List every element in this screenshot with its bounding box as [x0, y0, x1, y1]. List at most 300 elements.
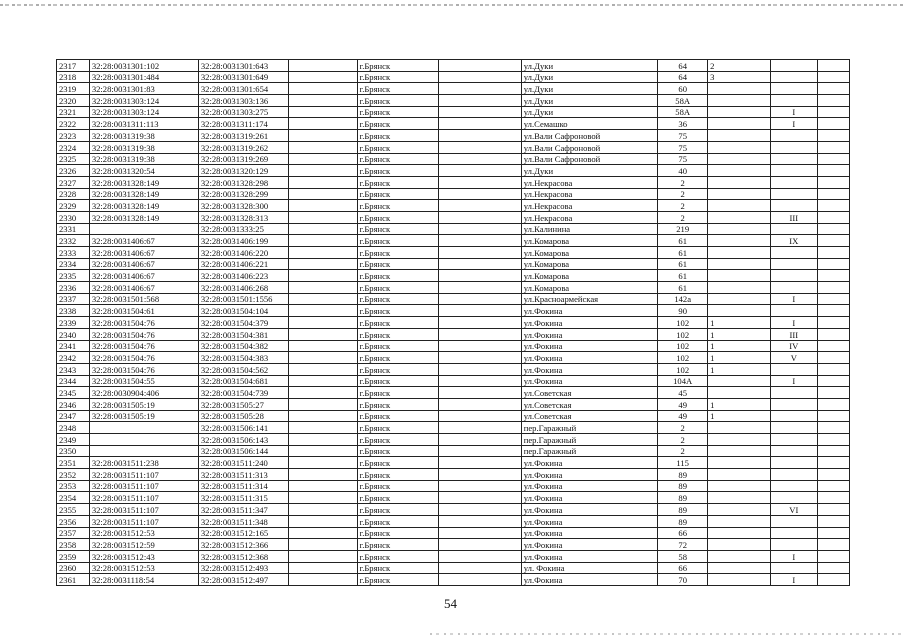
house-number-cell: 89 — [658, 492, 708, 504]
city-cell: г.Брянск — [357, 434, 439, 446]
room-number-cell — [770, 83, 818, 95]
house-number-cell: 102 — [658, 340, 708, 352]
street-cell: ул.Комарова — [521, 270, 658, 282]
house-number-cell: 58 — [658, 550, 708, 562]
parcel-cadastral-cell: 32:28:0031328:149 — [89, 176, 198, 188]
parcel-cadastral-cell — [89, 434, 198, 446]
empty-cell — [818, 363, 850, 375]
empty-cell — [288, 223, 357, 235]
empty-cell — [439, 328, 522, 340]
object-cadastral-cell: 32:28:0031504:681 — [198, 375, 288, 387]
row-number-cell: 2349 — [57, 434, 90, 446]
empty-cell — [439, 130, 522, 142]
street-cell: ул.Вали Сафроновой — [521, 130, 658, 142]
parcel-cadastral-cell: 32:28:0031511:107 — [89, 469, 198, 481]
row-number-cell: 2334 — [57, 258, 90, 270]
flat-number-cell — [708, 457, 770, 469]
table-row — [57, 527, 850, 539]
city-cell: г.Брянск — [357, 539, 439, 551]
empty-cell — [818, 574, 850, 586]
street-cell: пер.Гаражный — [521, 445, 658, 457]
row-number-cell: 2325 — [57, 153, 90, 165]
object-cadastral-cell: 32:28:0031511:315 — [198, 492, 288, 504]
empty-cell — [818, 550, 850, 562]
flat-number-cell — [708, 270, 770, 282]
city-cell: г.Брянск — [357, 305, 439, 317]
street-cell: ул.Фокина — [521, 469, 658, 481]
flat-number-cell — [708, 445, 770, 457]
table-row — [57, 235, 850, 247]
parcel-cadastral-cell — [89, 223, 198, 235]
empty-cell — [439, 375, 522, 387]
city-cell: г.Брянск — [357, 480, 439, 492]
flat-number-cell — [708, 247, 770, 259]
house-number-cell: 89 — [658, 515, 708, 527]
row-number-cell: 2317 — [57, 60, 90, 72]
empty-cell — [439, 410, 522, 422]
house-number-cell: 104А — [658, 375, 708, 387]
object-cadastral-cell: 32:28:0031512:165 — [198, 527, 288, 539]
house-number-cell: 75 — [658, 153, 708, 165]
flat-number-cell — [708, 527, 770, 539]
house-number-cell: 2 — [658, 434, 708, 446]
city-cell: г.Брянск — [357, 398, 439, 410]
street-cell: ул.Фокина — [521, 574, 658, 586]
street-cell: ул.Советская — [521, 398, 658, 410]
flat-number-cell — [708, 165, 770, 177]
city-cell: г.Брянск — [357, 211, 439, 223]
street-cell: ул. Фокина — [521, 562, 658, 574]
city-cell: г.Брянск — [357, 71, 439, 83]
flat-number-cell: 1 — [708, 340, 770, 352]
parcel-cadastral-cell: 32:28:0031504:76 — [89, 363, 198, 375]
street-cell: ул.Дуки — [521, 165, 658, 177]
empty-cell — [818, 188, 850, 200]
empty-cell — [439, 200, 522, 212]
empty-cell — [818, 258, 850, 270]
table-row — [57, 387, 850, 399]
street-cell: ул.Семашко — [521, 118, 658, 130]
flat-number-cell: 1 — [708, 328, 770, 340]
object-cadastral-cell: 32:28:0031406:199 — [198, 235, 288, 247]
house-number-cell: 64 — [658, 71, 708, 83]
table-row — [57, 457, 850, 469]
table-row — [57, 574, 850, 586]
page-number: 54 — [444, 596, 457, 611]
flat-number-cell — [708, 95, 770, 107]
flat-number-cell — [708, 223, 770, 235]
row-number-cell: 2343 — [57, 363, 90, 375]
row-number-cell: 2330 — [57, 211, 90, 223]
room-number-cell: V — [770, 352, 818, 364]
house-number-cell: 219 — [658, 223, 708, 235]
object-cadastral-cell: 32:28:0031301:654 — [198, 83, 288, 95]
city-cell: г.Брянск — [357, 223, 439, 235]
flat-number-cell — [708, 188, 770, 200]
city-cell: г.Брянск — [357, 363, 439, 375]
table-row — [57, 60, 850, 72]
room-number-cell: I — [770, 550, 818, 562]
house-number-cell: 2 — [658, 176, 708, 188]
empty-cell — [439, 153, 522, 165]
parcel-cadastral-cell — [89, 422, 198, 434]
room-number-cell — [770, 398, 818, 410]
parcel-cadastral-cell: 32:28:0031406:67 — [89, 235, 198, 247]
empty-cell — [288, 539, 357, 551]
object-cadastral-cell: 32:28:0031512:366 — [198, 539, 288, 551]
object-cadastral-cell: 32:28:0031504:382 — [198, 340, 288, 352]
empty-cell — [288, 95, 357, 107]
room-number-cell — [770, 434, 818, 446]
object-cadastral-cell: 32:28:0031511:348 — [198, 515, 288, 527]
empty-cell — [288, 247, 357, 259]
house-number-cell: 49 — [658, 410, 708, 422]
empty-cell — [818, 165, 850, 177]
flat-number-cell — [708, 387, 770, 399]
street-cell: ул.Фокина — [521, 352, 658, 364]
empty-cell — [288, 235, 357, 247]
flat-number-cell — [708, 480, 770, 492]
empty-cell — [439, 188, 522, 200]
city-cell: г.Брянск — [357, 562, 439, 574]
room-number-cell — [770, 153, 818, 165]
table-row — [57, 153, 850, 165]
row-number-cell: 2326 — [57, 165, 90, 177]
empty-cell — [818, 235, 850, 247]
object-cadastral-cell: 32:28:0031511:347 — [198, 504, 288, 516]
row-number-cell: 2338 — [57, 305, 90, 317]
house-number-cell: 36 — [658, 118, 708, 130]
flat-number-cell — [708, 235, 770, 247]
street-cell: ул.Вали Сафроновой — [521, 141, 658, 153]
row-number-cell: 2318 — [57, 71, 90, 83]
house-number-cell: 75 — [658, 130, 708, 142]
room-number-cell — [770, 130, 818, 142]
room-number-cell — [770, 457, 818, 469]
parcel-cadastral-cell: 32:28:0031504:76 — [89, 317, 198, 329]
street-cell: пер.Гаражный — [521, 422, 658, 434]
empty-cell — [439, 515, 522, 527]
row-number-cell: 2323 — [57, 130, 90, 142]
table-row — [57, 223, 850, 235]
room-number-cell — [770, 270, 818, 282]
object-cadastral-cell: 32:28:0031511:314 — [198, 480, 288, 492]
flat-number-cell — [708, 492, 770, 504]
empty-cell — [439, 527, 522, 539]
row-number-cell: 2350 — [57, 445, 90, 457]
object-cadastral-cell: 32:28:0031505:28 — [198, 410, 288, 422]
street-cell: ул.Фокина — [521, 375, 658, 387]
empty-cell — [439, 363, 522, 375]
flat-number-cell: 1 — [708, 363, 770, 375]
street-cell: ул.Советская — [521, 387, 658, 399]
object-cadastral-cell: 32:28:0031501:1556 — [198, 293, 288, 305]
empty-cell — [288, 445, 357, 457]
room-number-cell: I — [770, 574, 818, 586]
flat-number-cell: 3 — [708, 71, 770, 83]
street-cell: ул.Фокина — [521, 363, 658, 375]
row-number-cell: 2332 — [57, 235, 90, 247]
empty-cell — [818, 223, 850, 235]
empty-cell — [439, 387, 522, 399]
flat-number-cell — [708, 305, 770, 317]
parcel-cadastral-cell: 32:28:0031511:107 — [89, 515, 198, 527]
table-row — [57, 480, 850, 492]
street-cell: ул.Фокина — [521, 340, 658, 352]
street-cell: ул.Комарова — [521, 235, 658, 247]
city-cell: г.Брянск — [357, 375, 439, 387]
empty-cell — [818, 469, 850, 481]
table-row — [57, 562, 850, 574]
street-cell: ул.Фокина — [521, 539, 658, 551]
room-number-cell: III — [770, 211, 818, 223]
flat-number-cell: 1 — [708, 317, 770, 329]
room-number-cell — [770, 527, 818, 539]
empty-cell — [818, 305, 850, 317]
flat-number-cell — [708, 539, 770, 551]
object-cadastral-cell: 32:28:0031504:383 — [198, 352, 288, 364]
flat-number-cell — [708, 176, 770, 188]
scan-bottom-edge — [430, 633, 905, 635]
room-number-cell — [770, 247, 818, 259]
empty-cell — [818, 515, 850, 527]
parcel-cadastral-cell: 32:28:0031301:484 — [89, 71, 198, 83]
empty-cell — [288, 457, 357, 469]
parcel-cadastral-cell: 32:28:0031303:124 — [89, 95, 198, 107]
parcel-cadastral-cell: 32:28:0031504:76 — [89, 328, 198, 340]
table-row — [57, 71, 850, 83]
room-number-cell — [770, 422, 818, 434]
empty-cell — [818, 282, 850, 294]
table-row — [57, 247, 850, 259]
table-row — [57, 141, 850, 153]
object-cadastral-cell: 32:28:0031406:268 — [198, 282, 288, 294]
empty-cell — [818, 398, 850, 410]
row-number-cell: 2355 — [57, 504, 90, 516]
empty-cell — [439, 445, 522, 457]
empty-cell — [288, 270, 357, 282]
empty-cell — [288, 398, 357, 410]
row-number-cell: 2344 — [57, 375, 90, 387]
house-number-cell: 64 — [658, 60, 708, 72]
object-cadastral-cell: 32:28:0031320:129 — [198, 165, 288, 177]
city-cell: г.Брянск — [357, 153, 439, 165]
flat-number-cell — [708, 469, 770, 481]
street-cell: ул.Фокина — [521, 480, 658, 492]
empty-cell — [439, 539, 522, 551]
empty-cell — [818, 83, 850, 95]
empty-cell — [288, 200, 357, 212]
empty-cell — [439, 457, 522, 469]
parcel-cadastral-cell: 32:28:0031504:76 — [89, 352, 198, 364]
table-row — [57, 340, 850, 352]
empty-cell — [818, 387, 850, 399]
street-cell: ул.Фокина — [521, 305, 658, 317]
empty-cell — [439, 422, 522, 434]
house-number-cell: 58А — [658, 106, 708, 118]
object-cadastral-cell: 32:28:0031506:144 — [198, 445, 288, 457]
property-register-table — [56, 59, 850, 586]
house-number-cell: 61 — [658, 247, 708, 259]
row-number-cell: 2341 — [57, 340, 90, 352]
table-row — [57, 83, 850, 95]
empty-cell — [439, 504, 522, 516]
scan-top-edge — [0, 4, 905, 6]
object-cadastral-cell: 32:28:0031406:220 — [198, 247, 288, 259]
room-number-cell — [770, 258, 818, 270]
room-number-cell: IX — [770, 235, 818, 247]
parcel-cadastral-cell: 32:28:0031311:113 — [89, 118, 198, 130]
object-cadastral-cell: 32:28:0031328:299 — [198, 188, 288, 200]
row-number-cell: 2358 — [57, 539, 90, 551]
flat-number-cell — [708, 141, 770, 153]
object-cadastral-cell: 32:28:0031511:313 — [198, 469, 288, 481]
room-number-cell: I — [770, 106, 818, 118]
house-number-cell: 89 — [658, 480, 708, 492]
empty-cell — [439, 562, 522, 574]
empty-cell — [818, 118, 850, 130]
flat-number-cell — [708, 574, 770, 586]
empty-cell — [288, 188, 357, 200]
table-row — [57, 539, 850, 551]
street-cell: ул.Фокина — [521, 492, 658, 504]
empty-cell — [288, 141, 357, 153]
empty-cell — [439, 141, 522, 153]
object-cadastral-cell: 32:28:0031512:493 — [198, 562, 288, 574]
empty-cell — [288, 527, 357, 539]
empty-cell — [288, 550, 357, 562]
empty-cell — [818, 293, 850, 305]
house-number-cell: 2 — [658, 422, 708, 434]
row-number-cell: 2345 — [57, 387, 90, 399]
room-number-cell: VI — [770, 504, 818, 516]
empty-cell — [818, 492, 850, 504]
row-number-cell: 2320 — [57, 95, 90, 107]
street-cell: ул.Некрасова — [521, 176, 658, 188]
house-number-cell: 90 — [658, 305, 708, 317]
empty-cell — [818, 422, 850, 434]
flat-number-cell — [708, 211, 770, 223]
empty-cell — [439, 305, 522, 317]
object-cadastral-cell: 32:28:0031504:381 — [198, 328, 288, 340]
row-number-cell: 2327 — [57, 176, 90, 188]
flat-number-cell — [708, 153, 770, 165]
room-number-cell: IV — [770, 340, 818, 352]
empty-cell — [288, 165, 357, 177]
table-row — [57, 363, 850, 375]
house-number-cell: 2 — [658, 211, 708, 223]
city-cell: г.Брянск — [357, 247, 439, 259]
empty-cell — [439, 118, 522, 130]
room-number-cell — [770, 141, 818, 153]
empty-cell — [439, 340, 522, 352]
parcel-cadastral-cell: 32:28:0031328:149 — [89, 211, 198, 223]
table-row — [57, 434, 850, 446]
row-number-cell: 2335 — [57, 270, 90, 282]
empty-cell — [288, 328, 357, 340]
house-number-cell: 70 — [658, 574, 708, 586]
city-cell: г.Брянск — [357, 317, 439, 329]
object-cadastral-cell: 32:28:0031506:141 — [198, 422, 288, 434]
room-number-cell — [770, 410, 818, 422]
house-number-cell: 58А — [658, 95, 708, 107]
flat-number-cell: 1 — [708, 398, 770, 410]
empty-cell — [288, 293, 357, 305]
empty-cell — [288, 480, 357, 492]
flat-number-cell — [708, 375, 770, 387]
parcel-cadastral-cell: 32:28:0031319:38 — [89, 130, 198, 142]
street-cell: ул.Дуки — [521, 71, 658, 83]
empty-cell — [818, 340, 850, 352]
object-cadastral-cell: 32:28:0031319:261 — [198, 130, 288, 142]
city-cell: г.Брянск — [357, 492, 439, 504]
parcel-cadastral-cell — [89, 445, 198, 457]
empty-cell — [439, 235, 522, 247]
room-number-cell — [770, 562, 818, 574]
flat-number-cell: 2 — [708, 60, 770, 72]
city-cell: г.Брянск — [357, 258, 439, 270]
street-cell: ул.Комарова — [521, 247, 658, 259]
parcel-cadastral-cell: 32:28:0031505:19 — [89, 398, 198, 410]
city-cell: г.Брянск — [357, 118, 439, 130]
object-cadastral-cell: 32:28:0031319:269 — [198, 153, 288, 165]
house-number-cell: 60 — [658, 83, 708, 95]
city-cell: г.Брянск — [357, 60, 439, 72]
parcel-cadastral-cell: 32:28:0031501:568 — [89, 293, 198, 305]
city-cell: г.Брянск — [357, 515, 439, 527]
object-cadastral-cell: 32:28:0031505:27 — [198, 398, 288, 410]
table-row — [57, 492, 850, 504]
house-number-cell: 66 — [658, 562, 708, 574]
parcel-cadastral-cell: 32:28:0031319:38 — [89, 141, 198, 153]
flat-number-cell: 1 — [708, 410, 770, 422]
empty-cell — [818, 539, 850, 551]
empty-cell — [439, 83, 522, 95]
room-number-cell — [770, 188, 818, 200]
empty-cell — [288, 106, 357, 118]
house-number-cell: 102 — [658, 352, 708, 364]
city-cell: г.Брянск — [357, 550, 439, 562]
parcel-cadastral-cell: 32:28:0030904:406 — [89, 387, 198, 399]
house-number-cell: 2 — [658, 188, 708, 200]
empty-cell — [439, 293, 522, 305]
parcel-cadastral-cell: 32:28:0031505:19 — [89, 410, 198, 422]
empty-cell — [288, 422, 357, 434]
row-number-cell: 2319 — [57, 83, 90, 95]
city-cell: г.Брянск — [357, 340, 439, 352]
table-row — [57, 398, 850, 410]
parcel-cadastral-cell: 32:28:0031504:76 — [89, 340, 198, 352]
row-number-cell: 2361 — [57, 574, 90, 586]
room-number-cell — [770, 469, 818, 481]
empty-cell — [439, 574, 522, 586]
street-cell: ул.Дуки — [521, 60, 658, 72]
empty-cell — [439, 270, 522, 282]
table-row — [57, 375, 850, 387]
row-number-cell: 2352 — [57, 469, 90, 481]
register-table-body — [57, 60, 850, 586]
empty-cell — [288, 71, 357, 83]
city-cell: г.Брянск — [357, 387, 439, 399]
object-cadastral-cell: 32:28:0031512:497 — [198, 574, 288, 586]
empty-cell — [818, 211, 850, 223]
table-row — [57, 270, 850, 282]
table-row — [57, 258, 850, 270]
table-row — [57, 200, 850, 212]
flat-number-cell — [708, 515, 770, 527]
table-row — [57, 95, 850, 107]
empty-cell — [818, 328, 850, 340]
